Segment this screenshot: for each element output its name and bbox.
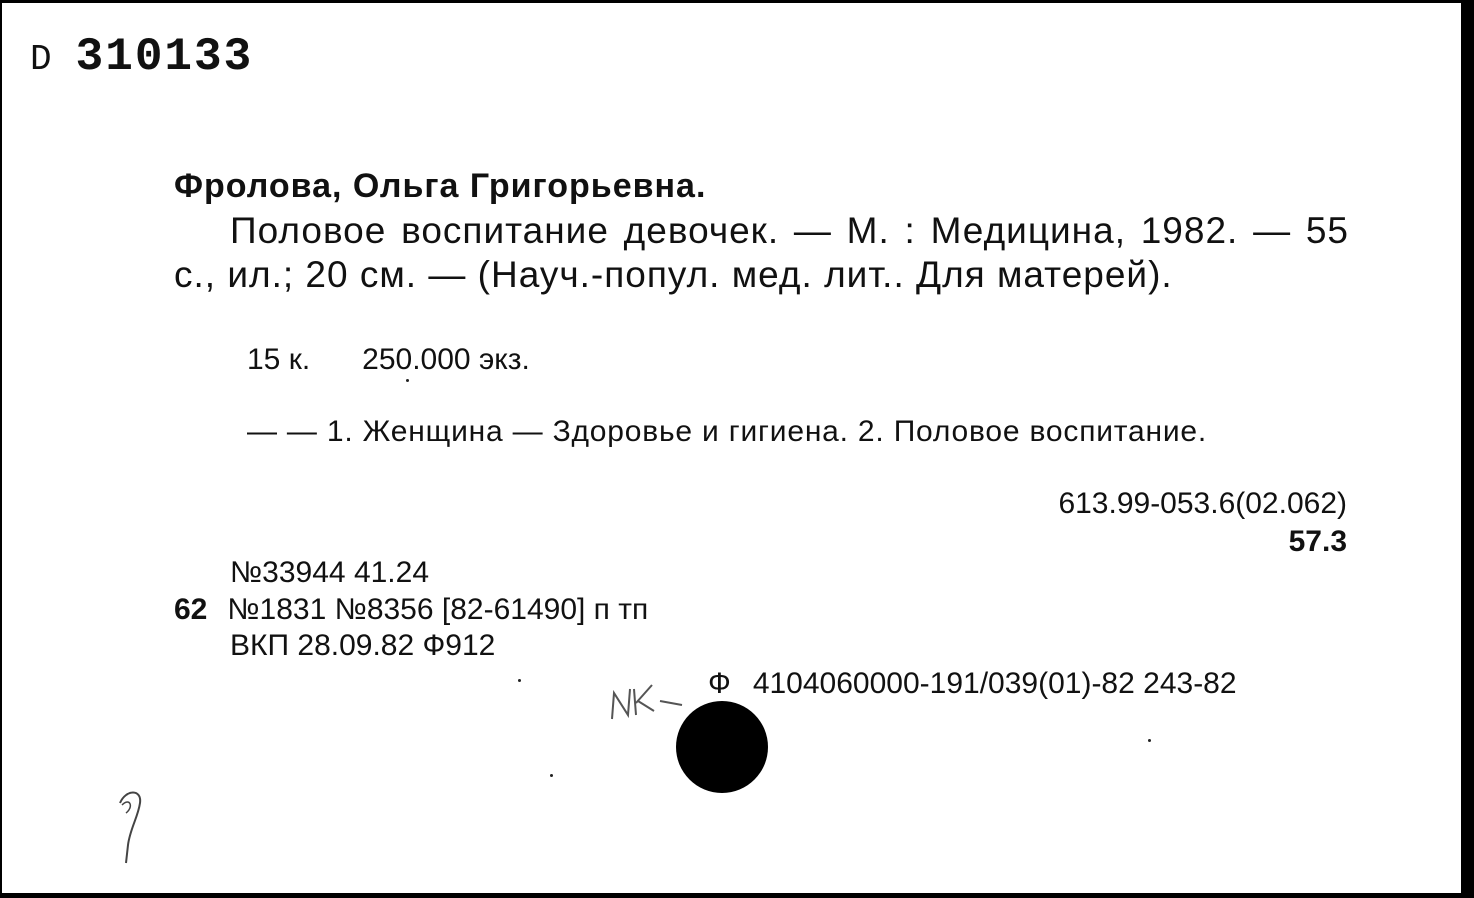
call-number-prefix: D: [30, 39, 54, 80]
catalog-card: [2, 3, 1467, 893]
call-number: [30, 31, 253, 83]
subject-headings: — — 1. Женщина — Здоровье и гигиена. 2. Половое воспитание.: [247, 415, 1208, 448]
bibliographic-entry: [174, 165, 1349, 297]
speck: [518, 679, 521, 682]
punch-hole: [676, 701, 768, 793]
inventory-line-2: [174, 593, 648, 627]
bbk-index: 57.3: [1288, 525, 1347, 558]
title-description: Половое воспитание девочек. — М. : Медицина, 1982. — 55 с., ил.; 20 см. — (Науч.-попул. мед. лит.. Для матерей).: [174, 210, 1349, 295]
inventory-line-3: ВКП 28.09.82 Ф912: [230, 629, 496, 662]
publisher-code-letter: Ф: [708, 667, 731, 700]
copies: 250.000 экз.: [362, 343, 530, 376]
nk-stamp-mark: [608, 675, 688, 729]
call-number-value: 310133: [75, 31, 254, 83]
speck: [406, 379, 409, 382]
inventory-line-2-number: 62: [174, 593, 208, 626]
handwritten-mark: [112, 783, 152, 865]
card-edge: [1461, 3, 1467, 893]
price: 15 к.: [247, 343, 311, 376]
speck: [550, 774, 553, 777]
author-heading: Фролова, Ольга Григорьевна.: [174, 167, 707, 205]
publisher-code: [708, 667, 1237, 701]
inventory-line-2-text: №1831 №8356 [82-61490] п тп: [227, 593, 649, 626]
speck: [1148, 739, 1151, 742]
publisher-code-value: 4104060000-191/039(01)-82 243-82: [752, 667, 1237, 700]
price-line: [247, 343, 530, 377]
inventory-line-1: №33944 41.24: [230, 556, 430, 589]
udc-index: 613.99-053.6(02.062): [1058, 487, 1347, 520]
